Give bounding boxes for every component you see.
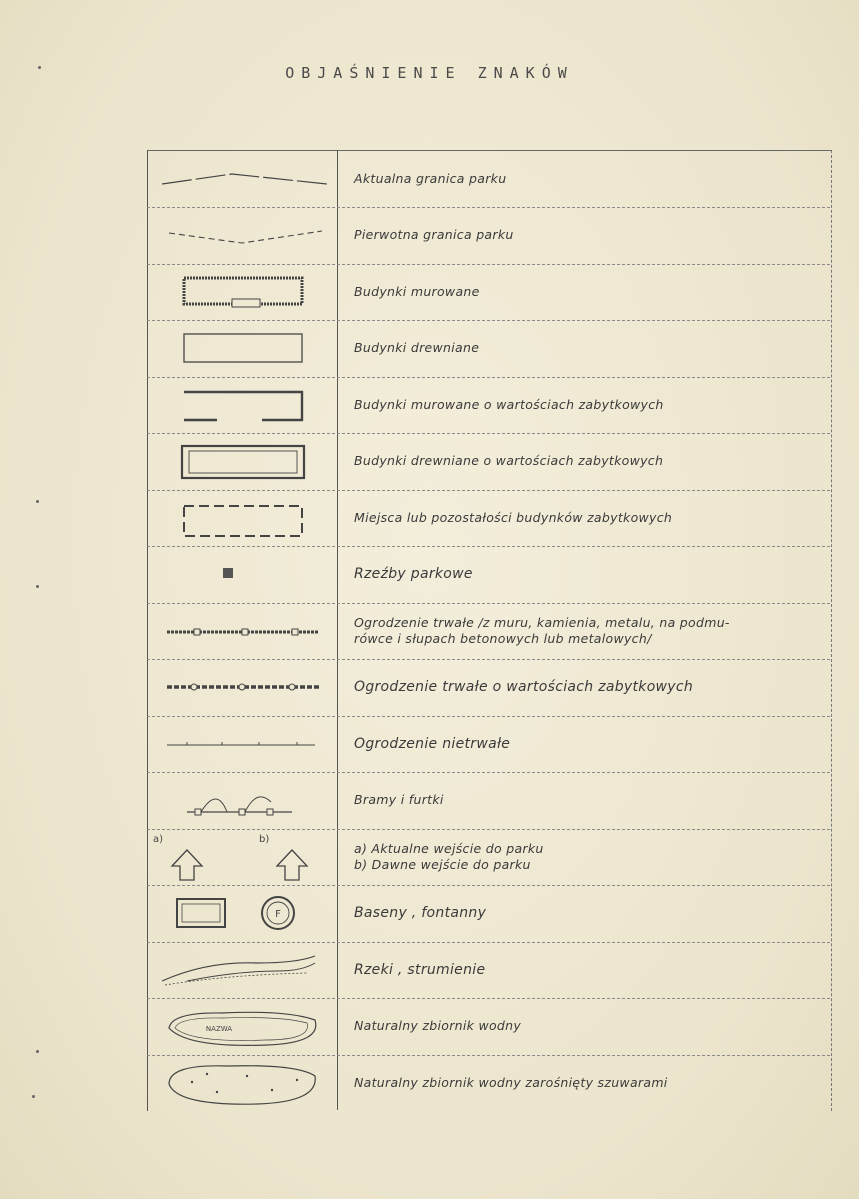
legend-description-line: Budynki murowane o wartościach zabytkowych: [354, 396, 664, 412]
legend-row-rzezby-parkowe: [147, 546, 830, 604]
legend-description-line: Budynki drewniane o wartościach zabytkowych: [354, 453, 664, 468]
legend-description: [354, 207, 824, 264]
legend-row-bramy-furtki: [147, 772, 830, 830]
legend-description-line: Ogrodzenie trwałe /z muru, kamienia, metalu, na podmu-: [354, 614, 730, 630]
punch-mark: [36, 500, 39, 503]
river-icon: [147, 941, 337, 998]
broken-thick-rectangle-icon: [147, 376, 337, 433]
legend-description: [354, 715, 824, 772]
plain-rectangle-icon: [147, 320, 337, 377]
entrance-arrows-icon: [147, 828, 337, 885]
legend-row-zbiornik-zarosniety: [147, 1054, 830, 1111]
pool-fountain-icon: [147, 885, 337, 942]
legend-description-line: Naturalny zbiornik wodny zarośnięty szuwarami: [354, 1074, 668, 1090]
legend-description-line: Pierwotna granica parku: [354, 227, 514, 242]
solid-dash-line-icon: [147, 150, 337, 207]
legend-row-budynki-drewniane: [147, 320, 830, 378]
legend-description: [354, 828, 824, 885]
legend-description: [354, 489, 824, 546]
legend-description-line: Budynki drewniane: [354, 340, 480, 355]
legend-description-line: Bramy i furtki: [354, 792, 444, 807]
legend-row-zbiornik: [147, 998, 830, 1056]
legend-description-line: Aktualna granica parku: [354, 170, 507, 186]
legend-description: [354, 376, 824, 433]
legend-description: [354, 320, 824, 377]
legend-description-line: Budynki murowane: [354, 283, 480, 299]
legend-row-budynki-murowane: [147, 263, 830, 321]
ornate-fence-icon: [147, 659, 337, 716]
pond-icon: [147, 998, 337, 1055]
overgrown-pond-icon: [147, 1054, 337, 1111]
pond-name-label: NAZWA: [205, 1024, 233, 1033]
legend-description: [354, 1054, 824, 1111]
legend-description: [354, 602, 824, 659]
entrance-label-b: b): [259, 834, 270, 845]
double-rectangle-icon: [147, 433, 337, 490]
legend-description: [354, 546, 824, 603]
fence-with-posts-icon: [147, 602, 337, 659]
legend-description: [354, 941, 824, 998]
legend-description-line: Rzeki , strumienie: [354, 961, 486, 978]
legend-description-line: a) Aktualne wejście do parku: [354, 840, 544, 856]
legend-description: [354, 772, 824, 829]
dashed-rectangle-icon: [147, 489, 337, 546]
page-title: OBJAŚNIENIE ZNAKÓW: [285, 64, 574, 82]
legend-row-miejsca-pozostalosci: [147, 489, 830, 547]
legend-description: [354, 150, 824, 207]
legend-row-ogrodzenie-trwale: [147, 602, 830, 660]
legend-description: [354, 263, 824, 320]
legend-row-aktualna-granica: [147, 150, 830, 208]
legend-row-budynki-murowane-zabytkowe: [147, 376, 830, 434]
small-square-icon: [147, 546, 337, 603]
punch-mark: [36, 585, 39, 588]
legend-description-line: b) Dawne wejście do parku: [354, 856, 531, 872]
legend-description-line: Ogrodzenie trwałe o wartościach zabytkowych: [354, 679, 694, 695]
legend-row-rzeki: [147, 941, 830, 999]
legend-description: [354, 885, 824, 942]
legend-row-baseny: [147, 885, 830, 943]
gate-icon: [147, 772, 337, 829]
legend-row-budynki-drewniane-zabytkowe: [147, 433, 830, 491]
legend-description: [354, 998, 824, 1055]
punch-mark: [36, 1050, 39, 1053]
hatched-rectangle-icon: [147, 263, 337, 320]
punch-mark: [32, 1095, 35, 1098]
legend-row-ogrodzenie-nietrwale: [147, 715, 830, 773]
legend-description: [354, 433, 824, 490]
thin-fence-icon: [147, 715, 337, 772]
legend-description-line: Baseny , fontanny: [354, 905, 487, 921]
dashed-line-icon: [147, 207, 337, 264]
entrance-label-a: a): [153, 834, 164, 845]
legend-row-ogrodzenie-trwale-zabytkowe: [147, 659, 830, 717]
legend-description: [354, 659, 824, 716]
legend-row-pierwotna-granica: [147, 207, 830, 265]
legend-description-line: Ogrodzenie nietrwałe: [354, 735, 511, 752]
fountain-letter: F: [275, 908, 281, 920]
legend-description-line: Rzeźby parkowe: [354, 566, 473, 582]
legend-row-wejscie: [147, 828, 830, 886]
legend-description-line: Naturalny zbiornik wodny: [354, 1018, 522, 1033]
legend-description-line: rówce i słupach betonowych lub metalowych/: [354, 630, 652, 646]
legend-description-line: Miejsca lub pozostałości budynków zabytkowych: [354, 509, 673, 525]
